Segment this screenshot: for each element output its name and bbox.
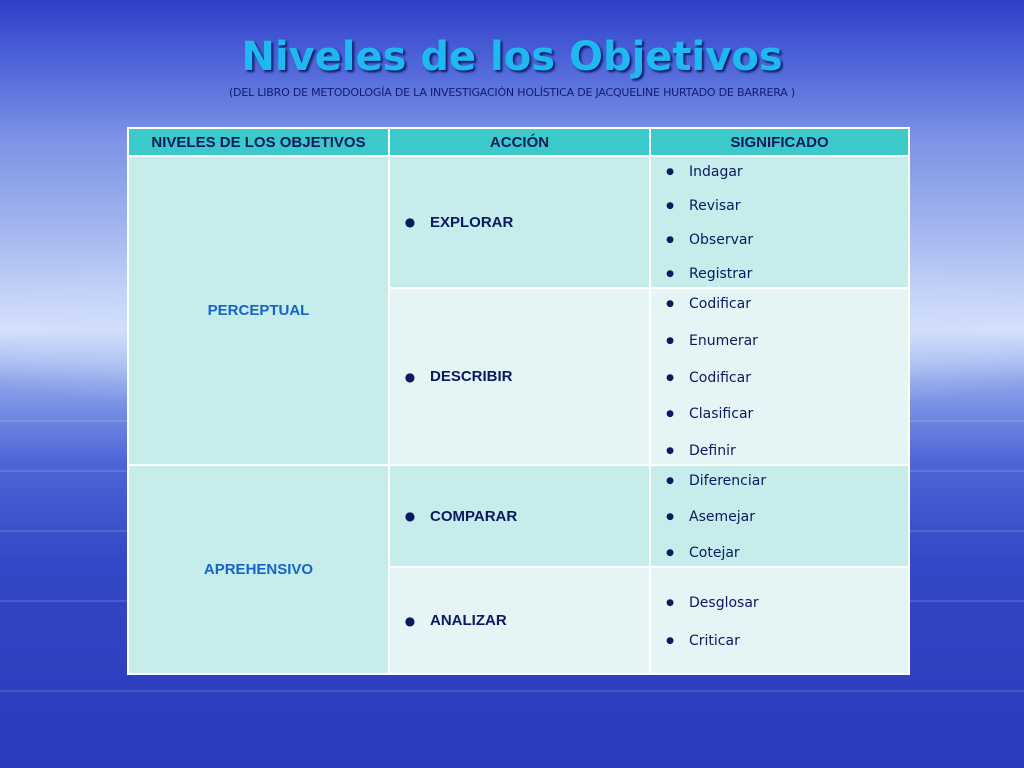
action-cell-describir [389, 288, 650, 465]
bullet-icon: ● [666, 548, 674, 558]
action-label: ANALIZAR [430, 612, 507, 629]
meaning-label: Indagar [689, 164, 743, 180]
list-item [651, 592, 908, 614]
action-label: COMPARAR [430, 507, 518, 525]
meaning-cell-describir [650, 288, 909, 465]
bullet-icon: ● [666, 201, 674, 211]
meaning-label: Codificar [689, 369, 751, 386]
bullet-icon: ● [404, 509, 416, 523]
list-item [651, 263, 908, 285]
bullet-icon: ● [666, 409, 674, 420]
bullet-icon: ● [404, 613, 416, 628]
meaning-label: Cotejar [689, 545, 740, 561]
objectives-table [127, 127, 910, 675]
meaning-label: Revisar [689, 198, 741, 214]
bullet-icon: ● [404, 215, 416, 229]
header-levels: NIVELES DE LOS OBJETIVOS [128, 128, 389, 156]
header-action: ACCIÓN [389, 128, 650, 156]
action-label: DESCRIBIR [430, 368, 513, 385]
action-cell-explorar [389, 156, 650, 288]
bullet-icon: ● [404, 369, 416, 384]
list-item [651, 542, 908, 564]
meaning-label: Clasificar [689, 406, 754, 423]
meaning-label: Observar [689, 232, 754, 248]
meaning-label: Diferenciar [689, 473, 767, 489]
list-item [651, 630, 908, 652]
list-item [651, 161, 908, 183]
list-item [651, 330, 908, 352]
bullet-icon: ● [666, 167, 674, 177]
list-item [651, 440, 908, 462]
level-cell-aprehensivo [128, 465, 389, 674]
bullet-icon: ● [666, 269, 674, 279]
header-meaning: SIGNIFICADO [650, 128, 909, 156]
meaning-cell-explorar [650, 156, 909, 288]
bullet-icon: ● [666, 372, 674, 383]
level-label: APREHENSIVO [203, 561, 314, 578]
bullet-icon: ● [666, 512, 674, 522]
bullet-icon: ● [666, 446, 674, 456]
meaning-cell-analizar [650, 567, 909, 674]
bullet-icon: ● [666, 635, 674, 646]
bullet-icon: ● [666, 476, 674, 486]
list-item [651, 403, 908, 425]
meaning-label: Asemejar [689, 509, 755, 525]
meaning-label: Definir [689, 443, 736, 459]
action-cell-analizar [389, 567, 650, 674]
list-item [651, 470, 908, 492]
list-item [651, 293, 908, 315]
meaning-label: Criticar [689, 632, 740, 649]
list-item [651, 367, 908, 389]
meaning-label: Codificar [689, 296, 751, 312]
action-label: EXPLORAR [430, 213, 514, 231]
bullet-icon: ● [666, 235, 674, 245]
meaning-cell-comparar [650, 465, 909, 567]
page-title: Niveles de los Objetivos [241, 34, 783, 80]
list-item [651, 506, 908, 528]
meaning-label: Enumerar [689, 332, 758, 349]
bullet-icon: ● [666, 335, 674, 346]
level-cell-perceptual [128, 156, 389, 465]
bullet-icon: ● [666, 597, 674, 608]
page-subtitle: (DEL LIBRO DE METODOLOGÍA DE LA INVESTIGACIÓN HOLÍSTICA DE JACQUELINE HURTADO DE BARRERA ) [228, 86, 796, 99]
list-item [651, 195, 908, 217]
level-label: PERCEPTUAL [207, 302, 310, 319]
meaning-label: Desglosar [689, 594, 759, 611]
meaning-label: Registrar [689, 266, 753, 282]
list-item [651, 229, 908, 251]
action-cell-comparar [389, 465, 650, 567]
bullet-icon: ● [666, 299, 674, 309]
